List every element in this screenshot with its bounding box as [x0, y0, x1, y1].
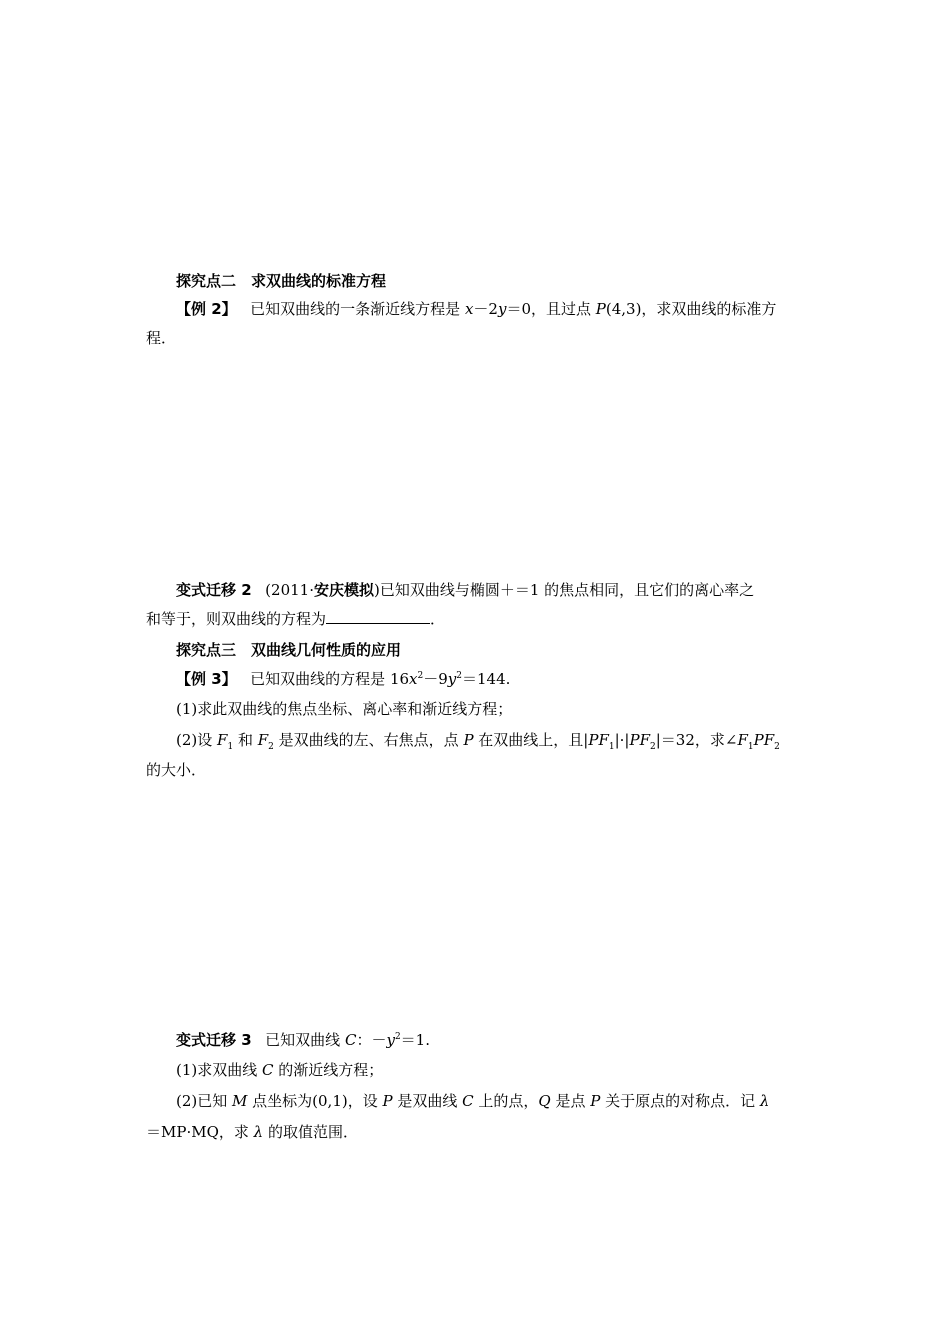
- variant-3-tag: 变式迁移 3: [176, 1031, 252, 1049]
- variant-3-question-2-line-1: (2)已知 M 点坐标为(0,1)，设 P 是双曲线 C 上的点，Q 是点 P 关于原点的对称点．记 λ: [176, 1092, 770, 1110]
- answer-blank: [326, 609, 430, 624]
- example-3-question-2-line-1: (2)设 $F_1$ 和 $F_2$ 是双曲线的左、右焦点，点 P 在双曲线上，且$|PF_1|\cdot|PF_2|=32$，求$\angle F_1PF_2$: [176, 731, 780, 752]
- variant-3-question-2-line-2: ＝MP·MQ，求 λ 的取值范围．: [146, 1123, 358, 1141]
- example-3-question-1: (1)求此双曲线的焦点坐标、离心率和渐近线方程；: [176, 700, 513, 718]
- example-2-line-2: 程．: [146, 329, 177, 347]
- variant-2-line-1: 变式迁移 2 (2011·安庆模拟)已知双曲线与椭圆＋＝1 的焦点相同，且它们的离心率之: [176, 581, 755, 599]
- variant-3-line-1: 变式迁移 3 已知双曲线 C：$-y^2=1$.: [176, 1031, 430, 1049]
- section-heading-3: 探究点三 双曲线几何性质的应用: [176, 641, 402, 659]
- variant-2-line-2: 和等于，则双曲线的方程为 ．: [146, 610, 446, 628]
- example-3-line-1: 【例 3】 已知双曲线的方程是 $16x^2-9y^2=144$.: [176, 670, 511, 688]
- example-3-tag: 【例 3】: [176, 670, 237, 688]
- example-2-tag: 【例 2】: [176, 300, 237, 318]
- example-2-line-1: 【例 2】 已知双曲线的一条渐近线方程是 x－2y＝0，且过点 P(4,3)，求双曲线的标准方: [176, 300, 777, 318]
- variant-2-tag: 变式迁移 2: [176, 581, 252, 599]
- section-heading-2: 探究点二 求双曲线的标准方程: [176, 272, 387, 290]
- variant-3-question-1: (1)求双曲线 C 的渐近线方程；: [176, 1061, 384, 1079]
- example-3-question-2-line-2: 的大小．: [146, 761, 207, 779]
